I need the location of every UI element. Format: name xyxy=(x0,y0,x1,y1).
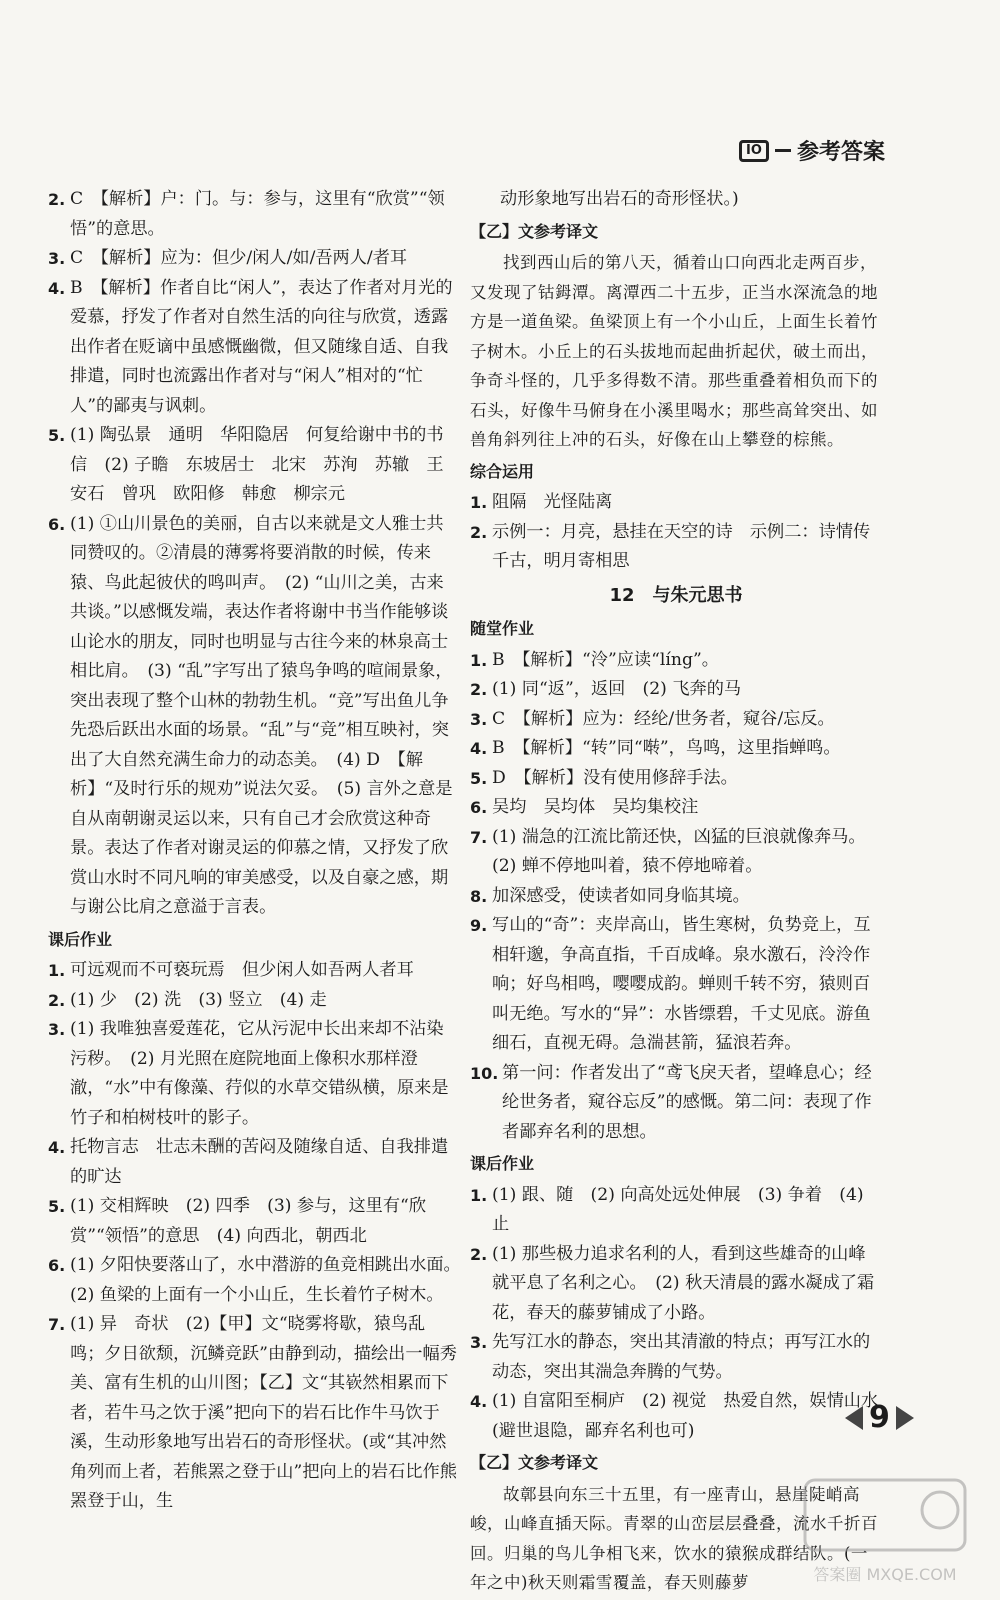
answer-number: 7. xyxy=(48,1315,66,1334)
answer-item xyxy=(48,185,458,244)
answer-number: 10. xyxy=(470,1063,499,1083)
answer-text: 托物言志 壮志未酬的苦闷及随缘自适、自我排遣的旷达 xyxy=(70,1137,449,1187)
answer-text: B 【解析】作者自比“闲人”，表达了作者对月光的爱慕，抒发了作者对自然生活的向往与欣赏，透露出作者在贬谪中虽感慨幽微，但又随缘自适、自我排遣，同时也流露出作者对与“闲人”相对的“忙人”的鄙夷与讽刺。 xyxy=(70,277,453,416)
answer-item xyxy=(470,1240,882,1329)
answer-text: 加深感受，使读者如同身临其境。 xyxy=(492,885,750,906)
translation-heading: 【乙】文参考译文 xyxy=(470,221,599,241)
answer-number: 3. xyxy=(470,709,488,729)
answer-text: (1) 异 奇状 (2)【甲】文“晓雾将歇，猿鸟乱鸣；夕日欲颓，沉鳞竞跃”由静到动，描绘出一幅秀美、富有生机的山川图；【乙】文“其嵚然相累而下者，若牛马之饮于溪”把向下的岩石比作牛马饮于溪，生动形象地写出岩石的奇形怪状。(或“其冲然角列而上者，若熊罴之登于山”把向上的岩石比作熊罴登于山，生 xyxy=(70,1314,457,1511)
answer-item xyxy=(48,986,458,1016)
answer-item xyxy=(470,764,882,794)
answer-text: 写山的“奇”：夹岸高山，皆生寒树，负势竞上，互相轩邈，争高直指，千百成峰。泉水激石，泠泠作响；好鸟相鸣，嘤嘤成韵。蝉则千转不穷，猿则百叫无绝。写水的“异”：水皆缥碧，千丈见底。游鱼细石，直视无碍。急湍甚箭，猛浪若奔。 xyxy=(492,915,871,1053)
answer-number: 1. xyxy=(470,493,488,512)
logo-text: IO xyxy=(746,143,762,158)
answer-text: C 【解析】户：门。与：参与，这里有“欣赏”“领悟”的意思。 xyxy=(70,189,445,239)
answer-item xyxy=(470,793,882,823)
book-logo-icon xyxy=(739,140,769,162)
answer-item xyxy=(48,274,458,422)
answer-number: 4. xyxy=(470,739,488,758)
answer-text: (1) ①山川景色的美丽，自古以来就是文人雅士共同赞叹的。②清晨的薄雾将要消散的时候，传来猿、鸟此起彼伏的鸣叫声。 (2) “山川之美，古来共谈。”以感慨发端，表达作者将谢中书当作能够谈山论水的朋友，同时也明显与古往今来的林泉高士相比肩。 (3) “乱”字写出了猿鸟争鸣的喧闹景象，突出表现了整个山林的勃勃生机。“竞”写出鱼儿争先恐后跃出水面的场景。“乱”与“竞”相互映衬，突出了大自然充满生命力的动态美。 (4) D 【解析】“及时行乐的规劝”说法欠妥。 (5) 言外之意是自从南朝谢灵运以来，只有自己才会欣赏这种奇景。表达了作者对谢灵运的仰慕之情，又抒发了欣赏山水时不同凡响的审美感受，以及自豪之感，期与谢公比肩之意溢于言表。 xyxy=(70,513,453,917)
header-dash xyxy=(775,149,791,152)
right-column xyxy=(470,185,882,1598)
header-title: 参考答案 xyxy=(796,140,885,165)
answer-number: 5. xyxy=(48,426,66,445)
answer-text: (1) 陶弘景 通明 华阳隐居 何复给谢中书的书信 (2) 子瞻 东坡居士 北宋 苏洵 苏辙 王安石 曾巩 欧阳修 韩愈 柳宗元 xyxy=(70,425,444,504)
answer-number: 6. xyxy=(48,1256,66,1275)
answer-number: 9. xyxy=(470,916,488,935)
answer-text: B 【解析】“泠”应读“líng”。 xyxy=(492,649,719,670)
answer-number: 2. xyxy=(470,522,488,542)
translation-text-2: 故鄣县向东三十五里，有一座青山，悬崖陡峭高峻，山峰直插天际。青翠的山峦层层叠叠，流水千折百回。归巢的鸟儿争相飞来，饮水的猿猴成群结队。(一年之中)秋天则霜雪覆盖，春天则藤萝 xyxy=(470,1484,878,1592)
answer-text: (1) 跟、随 (2) 向高处远处伸展 (3) 争着 (4) 止 xyxy=(492,1184,864,1234)
answer-number: 5. xyxy=(48,1197,66,1216)
section-heading-in-class: 随堂作业 xyxy=(470,619,535,638)
answer-item xyxy=(470,488,882,518)
answer-text: (1) 交相辉映 (2) 四季 (3) 参与，这里有“欣赏”“领悟”的意思 (4) 向西北，朝西北 xyxy=(70,1196,427,1246)
answer-number: 3. xyxy=(48,1020,66,1039)
translation-text: 找到西山后的第八天，循着山口向西北走两百步，又发现了钴鉧潭。离潭西二十五步，正当水深流急的地方是一道鱼梁。鱼梁顶上有一个小山丘，上面生长着竹子树木。小丘上的石头拔地而起曲折起伏，破土而出，争奇斗怪的，几乎多得数不清。那些重叠着相负而下的石头，好像牛马俯身在小溪里喝水；那些高耸突出、如兽角斜列往上冲的石头，好像在山上攀登的棕熊。 xyxy=(470,253,878,449)
answer-item xyxy=(470,1059,882,1148)
answer-item xyxy=(470,911,882,1059)
triangle-left-icon xyxy=(845,1406,863,1430)
answer-number: 2. xyxy=(470,680,488,699)
answer-item xyxy=(470,1328,882,1387)
answer-item xyxy=(470,734,882,764)
answer-text: (1) 夕阳快要落山了，水中潜游的鱼竞相跳出水面。 (2) 鱼梁的上面有一个小山丘，生长着竹子树木。 xyxy=(70,1255,470,1305)
answer-item xyxy=(470,1181,882,1240)
triangle-right-icon xyxy=(896,1406,914,1430)
answer-item xyxy=(470,705,882,735)
answer-number: 6. xyxy=(48,514,66,534)
lesson-title: 12 与朱元思书 xyxy=(609,584,743,606)
answer-item xyxy=(48,956,458,986)
answer-item xyxy=(48,1310,458,1517)
continued-text: 动形象地写出岩石的奇形怪状。) xyxy=(500,189,739,209)
answer-text: C 【解析】应为：但少/闲人/如/吾两人/者耳 xyxy=(70,248,408,268)
answer-number: 5. xyxy=(470,768,488,788)
answer-text: B 【解析】“转”同“啭”，鸟鸣，这里指蝉鸣。 xyxy=(492,738,841,758)
section-heading-after-class-2: 课后作业 xyxy=(470,1154,535,1173)
answer-item xyxy=(48,1192,458,1251)
answer-number: 2. xyxy=(48,190,66,209)
answer-text: (1) 那些极力追求名利的人，看到这些雄奇的山峰就平息了名利之心。 (2) 秋天清晨的露水凝成了霜花，春天的藤萝铺成了小路。 xyxy=(492,1243,875,1323)
answer-text: 吴均 吴均体 吴均集校注 xyxy=(492,797,699,817)
answer-item xyxy=(48,1251,470,1310)
answer-item xyxy=(470,882,882,912)
answer-number: 3. xyxy=(470,1333,488,1352)
left-column xyxy=(48,185,470,1517)
answer-text: 先写江水的静态，突出其清澈的特点；再写江水的动态，突出其湍急奔腾的气势。 xyxy=(492,1332,871,1382)
answer-text: 示例一：月亮，悬挂在天空的诗 示例二：诗情传千古，明月寄相思 xyxy=(492,521,871,571)
answer-number: 6. xyxy=(470,798,488,817)
answer-item xyxy=(470,1387,882,1446)
answer-text: (1) 同“返”，返回 (2) 飞奔的马 xyxy=(492,679,742,699)
page-number-indicator xyxy=(845,1400,914,1435)
watermark-logo-icon xyxy=(800,1470,970,1590)
answer-item xyxy=(48,1133,458,1192)
answer-number: 4. xyxy=(470,1392,488,1411)
answer-item xyxy=(470,646,882,676)
answer-item xyxy=(48,510,458,923)
page-number: 9 xyxy=(869,1400,890,1435)
answer-number: 3. xyxy=(48,249,66,268)
answer-number: 1. xyxy=(470,650,488,670)
answer-number: 1. xyxy=(470,1185,488,1205)
answer-number: 1. xyxy=(48,961,66,980)
answer-text: 第一问：作者发出了“鸢飞戾天者，望峰息心；经纶世务者，窥谷忘反”的感慨。第二问：表现了作者鄙弃名利的思想。 xyxy=(502,1062,872,1142)
translation-heading-2: 【乙】文参考译文 xyxy=(470,1453,599,1472)
answer-number: 2. xyxy=(48,990,66,1010)
page-header xyxy=(739,135,885,166)
answer-item xyxy=(470,823,882,882)
answer-number: 2. xyxy=(470,1244,488,1264)
answer-number: 7. xyxy=(470,827,488,847)
answer-item xyxy=(48,244,458,274)
answer-item xyxy=(470,518,882,577)
answer-text: D 【解析】没有使用修辞手法。 xyxy=(492,767,738,788)
answer-text: (1) 我唯独喜爱莲花，它从污泥中长出来却不沾染污秽。 (2) 月光照在庭院地面上像积水那样澄澈，“水”中有像藻、荇似的水草交错纵横，原来是竹子和柏树枝叶的影子。 xyxy=(70,1019,449,1128)
answer-text: 阻隔 光怪陆离 xyxy=(492,492,613,512)
answer-text: 可远观而不可亵玩焉 但少闲人如吾两人者耳 xyxy=(70,960,414,980)
section-heading-after-class: 课后作业 xyxy=(48,929,113,949)
answer-item xyxy=(48,1015,458,1133)
answer-number: 4. xyxy=(48,278,66,298)
section-heading-comprehensive: 综合运用 xyxy=(470,461,535,481)
answer-text: C 【解析】应为：经纶/世务者，窥谷/忘反。 xyxy=(492,708,835,729)
answer-item xyxy=(48,421,458,510)
answer-text: (1) 湍急的江流比箭还快，凶猛的巨浪就像奔马。 (2) 蝉不停地叫着，猿不停地啼着。 xyxy=(492,826,875,876)
answer-item xyxy=(470,675,882,705)
answer-number: 4. xyxy=(48,1138,66,1157)
answer-text: (1) 少 (2) 洗 (3) 竖立 (4) 走 xyxy=(70,989,327,1010)
watermark-text: 答案圈 MXQE.COM xyxy=(813,1565,957,1584)
answer-number: 8. xyxy=(470,886,488,906)
answer-text: (1) 自富阳至桐庐 (2) 视觉 热爱自然，娱情山水(避世退隐，鄙弃名利也可) xyxy=(492,1391,879,1441)
